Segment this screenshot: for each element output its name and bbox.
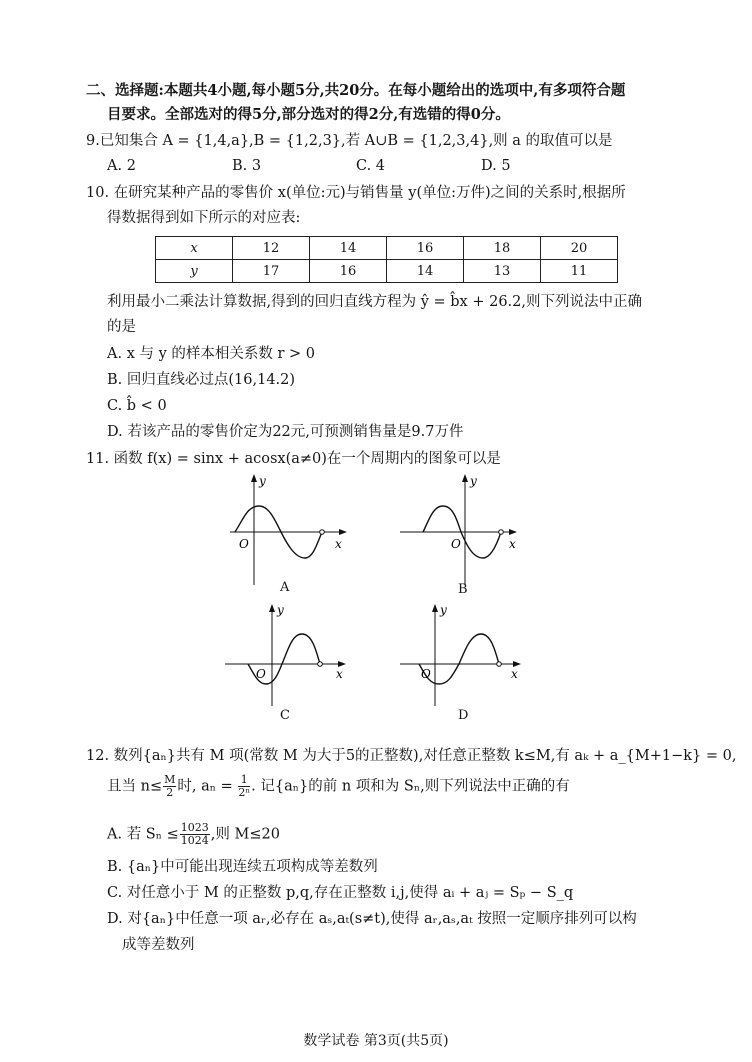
q12-option-d-line1: D. 对{aₙ}中任意一项 aᵣ,必存在 aₛ,aₜ(s≠t),使得 aᵣ,aₛ,aₜ 按照一定顺序排列可以构 xyxy=(107,911,637,927)
q10-option-d: D. 若该产品的零售价定为22元,可预测销售量是9.7万件 xyxy=(107,424,464,440)
q11-graph-a-label: A xyxy=(280,580,290,595)
table-cell: 20 xyxy=(541,237,618,260)
graph-origin-label: O xyxy=(421,667,431,681)
table-cell: 16 xyxy=(387,237,464,260)
graph-x-label: x xyxy=(335,537,342,551)
frac-denominator: 1024 xyxy=(180,834,209,847)
table-cell: 12 xyxy=(233,237,310,260)
q10-option-a: A. x 与 y 的样本相关系数 r > 0 xyxy=(107,346,316,362)
table-cell: x xyxy=(156,237,233,260)
q12-line2-mid: 时, aₙ = xyxy=(177,778,238,795)
table-cell: 18 xyxy=(464,237,541,260)
graph-y-label: y xyxy=(277,603,284,617)
table-cell: 17 xyxy=(233,260,310,283)
q12-option-a xyxy=(107,822,280,847)
frac-denominator: 2ⁿ xyxy=(238,786,251,799)
graph-y-label: y xyxy=(440,603,447,617)
graph-origin-label: O xyxy=(256,667,266,681)
q12-option-b: B. {aₙ}中可能出现连续五项构成等差数列 xyxy=(107,859,378,875)
q11-graph-c xyxy=(220,598,355,710)
q11-graph-d xyxy=(395,598,530,710)
q12-frac-m-over-2 xyxy=(163,774,176,799)
q9-option-c: C. 4 xyxy=(356,158,386,174)
section-header-line1: 二、选择题:本题共4小题,每小题5分,共20分。在每小题给出的选项中,有多项符合题 xyxy=(86,82,626,99)
table-cell: 14 xyxy=(310,237,387,260)
q12-option-a-pre: A. 若 Sₙ ≤ xyxy=(107,826,179,843)
q12-line2-pre: 且当 n≤ xyxy=(107,778,163,795)
table-cell: y xyxy=(156,260,233,283)
q12-line1: 12. 数列{aₙ}共有 M 项(常数 M 为大于5的正整数),对任意正整数 k≤M,有 aₖ + a_{M+1−k} = 0, xyxy=(86,748,737,764)
q11-graph-b-label: B xyxy=(458,582,468,597)
q12-line2-post: . 记{aₙ}的前 n 项和为 Sₙ,则下列说法中正确的有 xyxy=(251,778,570,795)
q9-option-b: B. 3 xyxy=(232,158,262,174)
q12-option-d-line2: 成等差数列 xyxy=(122,937,195,953)
q12-option-a-post: ,则 M≤20 xyxy=(210,826,280,843)
graph-origin-label: O xyxy=(239,537,249,551)
q11-graph-c-label: C xyxy=(280,708,290,723)
graph-x-label: x xyxy=(509,537,516,551)
q10-option-c: C. b̂ < 0 xyxy=(107,398,167,414)
q9-option-d: D. 5 xyxy=(481,158,511,174)
table-cell: 16 xyxy=(310,260,387,283)
frac-numerator: 1 xyxy=(238,774,250,787)
q10-after-line1: 利用最小二乘法计算数据,得到的回归直线方程为 ŷ = b̂x + 26.2,则下列说法中正确 xyxy=(107,294,642,310)
table-cell: 13 xyxy=(464,260,541,283)
graph-x-label: x xyxy=(511,667,518,681)
q10-after-line2: 的是 xyxy=(107,319,136,335)
q12-line2 xyxy=(107,774,570,799)
q11-graph-d-label: D xyxy=(458,708,469,723)
frac-numerator: 1023 xyxy=(180,821,209,834)
q11-graph-b xyxy=(395,470,525,590)
q12-option-c: C. 对任意小于 M 的正整数 p,q,存在正整数 i,j,使得 aᵢ + aⱼ = Sₚ − S_q xyxy=(107,885,574,901)
frac-denominator: 2 xyxy=(166,786,174,799)
page-footer: 数学试卷 第3页(共5页) xyxy=(303,1033,449,1049)
q9-option-a: A. 2 xyxy=(107,158,136,174)
frac-numerator: M xyxy=(164,773,176,786)
table-row xyxy=(156,237,618,260)
table-row xyxy=(156,260,618,283)
q10-data-table xyxy=(155,236,618,283)
q10-option-b: B. 回归直线必过点(16,14.2) xyxy=(107,372,296,388)
graph-y-label: y xyxy=(470,474,477,488)
graph-origin-label: O xyxy=(451,537,461,551)
q11-graph-a xyxy=(225,470,355,590)
table-cell: 11 xyxy=(541,260,618,283)
graph-x-label: x xyxy=(336,667,343,681)
q9-stem: 9.已知集合 A = {1,4,a},B = {1,2,3},若 A∪B = {1,2,3,4},则 a 的取值可以是 xyxy=(86,133,613,149)
q12-frac-1-over-2n xyxy=(238,774,250,799)
graph-y-label: y xyxy=(259,474,266,488)
q10-stem-line1: 10. 在研究某种产品的零售价 x(单位:元)与销售量 y(单位:万件)之间的关系时,根据所 xyxy=(86,185,626,201)
q11-stem: 11. 函数 f(x) = sinx + acosx(a≠0)在一个周期内的图象可以是 xyxy=(86,451,501,467)
q10-stem-line2: 得数据得到如下所示的对应表: xyxy=(107,210,301,226)
section-header-line2: 目要求。全部选对的得5分,部分选对的得2分,有选错的得0分。 xyxy=(107,106,510,123)
table-cell: 14 xyxy=(387,260,464,283)
q12-frac-1023-over-1024 xyxy=(180,822,210,847)
